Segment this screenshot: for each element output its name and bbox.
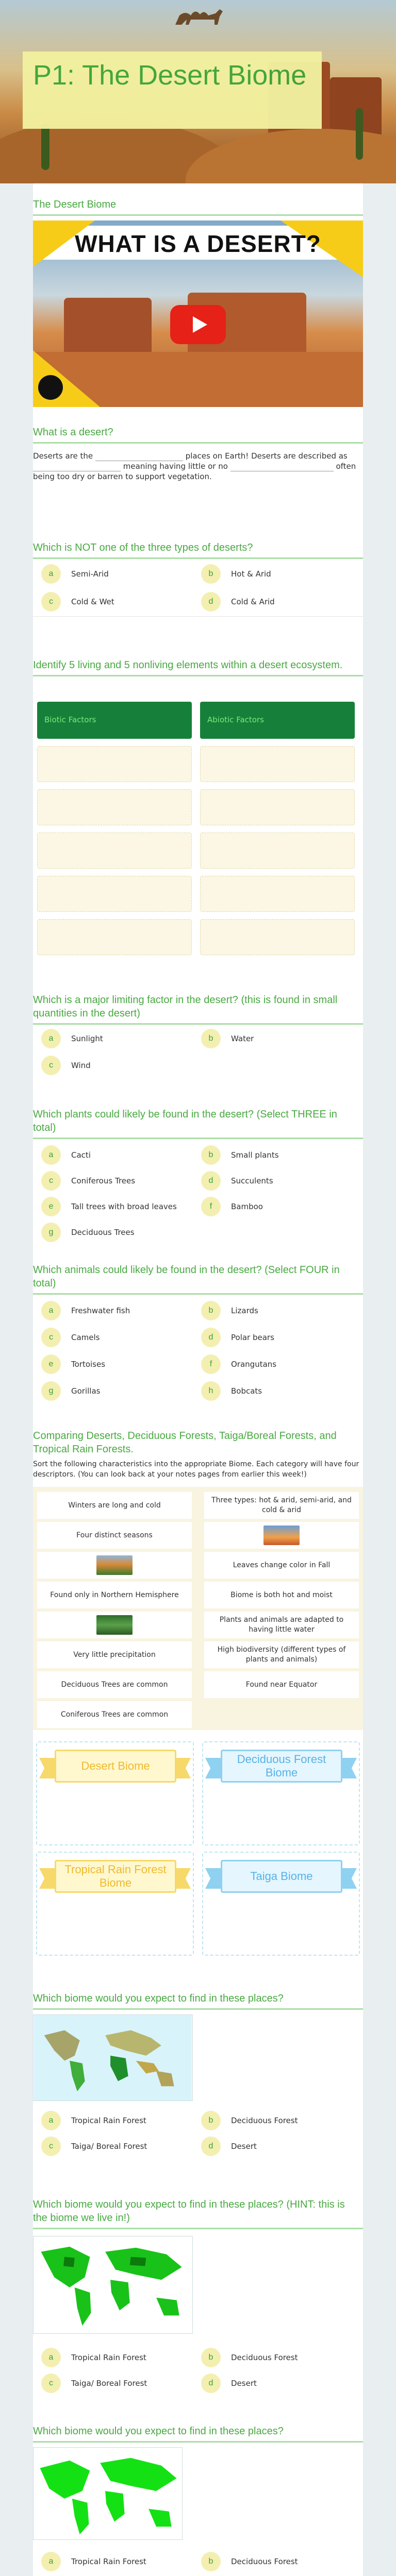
mesa-image <box>64 298 152 354</box>
option-letter: g <box>41 1381 61 1401</box>
option-label: Taiga/ Boreal Forest <box>71 2379 147 2388</box>
option-label: Small plants <box>231 1150 279 1160</box>
question-limiting-factor <box>33 993 363 1081</box>
sort-items-area <box>33 1487 363 1730</box>
answer-option[interactable] <box>201 1028 254 1049</box>
instructions: Sort the following characteristics into the appropriate Biome. Each category will have four descriptors. (You can look back at your notes pages from earlier this week!) <box>33 1460 359 1479</box>
ribbon-tail <box>39 1758 57 1778</box>
option-label: Water <box>231 1034 254 1043</box>
answer-option[interactable] <box>41 2136 147 2157</box>
ribbon-tail <box>205 1868 223 1889</box>
question-desert-plants <box>33 1108 363 1262</box>
option-label: Deciduous Forest <box>231 2116 298 2125</box>
blank-input[interactable] <box>230 464 334 471</box>
question-heading: Which is NOT one of the three types of deserts? <box>33 542 253 553</box>
question-desert-animals <box>33 1263 363 1418</box>
sort-item[interactable]: Biome is both hot and moist <box>204 1582 359 1608</box>
answer-option[interactable] <box>41 2373 147 2394</box>
divider <box>33 557 363 559</box>
option-label: Freshwater fish <box>71 1306 130 1315</box>
question-map-2 <box>33 2198 363 2425</box>
divider <box>33 1138 363 1139</box>
bin-desert[interactable] <box>36 1741 194 1845</box>
title-box <box>23 52 322 129</box>
table-cell-input[interactable] <box>37 833 192 869</box>
channel-logo-icon <box>38 375 63 400</box>
play-button-icon[interactable] <box>170 305 226 344</box>
text-fragment: places on Earth! Deserts are described as <box>185 451 348 461</box>
table-cell-input[interactable] <box>200 876 355 912</box>
answer-option[interactable] <box>201 2136 257 2157</box>
divider <box>33 214 363 216</box>
option-letter: b <box>201 1145 221 1165</box>
text-fragment: meaning having little or no <box>123 462 228 471</box>
option-letter: b <box>201 1029 221 1048</box>
answer-option[interactable] <box>41 1055 91 1076</box>
option-letter: d <box>201 2374 221 2393</box>
answer-option[interactable] <box>41 591 114 612</box>
option-letter: a <box>41 2348 61 2367</box>
question-heading: Which animals could likely be found in the desert? (Select FOUR in total) <box>33 1264 340 1289</box>
question-map-1 <box>33 1992 363 2203</box>
table-cell-input[interactable] <box>200 833 355 869</box>
option-label: Cold & Arid <box>231 597 275 606</box>
option-label: Deciduous Forest <box>231 2353 298 2362</box>
answer-option[interactable] <box>201 1354 276 1375</box>
option-letter: a <box>41 2552 61 2571</box>
sort-item[interactable]: Plants and animals are adapted to having little water <box>204 1612 359 1638</box>
forest-photo-icon <box>96 1555 133 1575</box>
table-cell-input[interactable] <box>37 746 192 782</box>
option-label: Sunlight <box>71 1034 103 1043</box>
divider <box>33 675 363 676</box>
table-cell-input[interactable] <box>200 789 355 825</box>
table-header-biotic <box>37 702 192 739</box>
question-desert-types <box>33 541 363 629</box>
table-cell-input[interactable] <box>37 789 192 825</box>
option-letter: e <box>41 1354 61 1374</box>
answer-option[interactable] <box>201 1381 262 1401</box>
option-label: Taiga/ Boreal Forest <box>71 2142 147 2151</box>
hero-banner <box>0 0 396 183</box>
option-letter: d <box>201 1328 221 1347</box>
divider <box>33 2441 363 2443</box>
biome-map-image <box>33 2236 193 2334</box>
answer-option[interactable] <box>201 1327 274 1348</box>
option-label: Tropical Rain Forest <box>71 2116 146 2125</box>
divider <box>33 2008 363 2010</box>
option-letter: b <box>201 564 221 584</box>
option-letter: b <box>201 2552 221 2571</box>
answer-option[interactable] <box>41 1145 91 1165</box>
option-letter: a <box>41 2111 61 2130</box>
option-letter: g <box>41 1223 61 1242</box>
option-letter: c <box>41 2374 61 2393</box>
option-letter: c <box>41 592 61 612</box>
answer-option[interactable] <box>41 2347 146 2368</box>
answer-option[interactable] <box>41 1171 135 1191</box>
option-label: Desert <box>231 2142 257 2151</box>
option-letter: c <box>41 2137 61 2156</box>
table-cell-input[interactable] <box>200 919 355 955</box>
option-label: Camels <box>71 1333 100 1342</box>
column-label: Abiotic Factors <box>207 715 264 724</box>
answer-option[interactable] <box>41 2110 146 2131</box>
video-section <box>33 198 363 257</box>
option-label: Coniferous Trees <box>71 1176 136 1185</box>
option-letter: c <box>41 1171 61 1191</box>
factors-table <box>33 702 363 970</box>
blank-input[interactable] <box>95 454 183 461</box>
bin-label: Desert Biome <box>55 1750 176 1783</box>
answer-option[interactable] <box>41 1028 103 1049</box>
option-letter: f <box>201 1354 221 1374</box>
table-cell-input[interactable] <box>37 876 192 912</box>
answer-option[interactable] <box>201 1196 263 1217</box>
divider <box>33 616 363 617</box>
table-header-abiotic <box>200 702 355 739</box>
sort-item[interactable]: Three types: hot & arid, semi-arid, and cold & arid <box>204 1492 359 1519</box>
option-label: Bobcats <box>231 1386 262 1396</box>
option-label: Succulents <box>231 1176 273 1185</box>
option-letter: f <box>201 1197 221 1216</box>
sort-item[interactable]: Found near Equator <box>204 1671 359 1698</box>
option-letter: e <box>41 1197 61 1216</box>
answer-option[interactable] <box>41 1354 105 1375</box>
answer-option[interactable] <box>41 1222 135 1243</box>
bin-deciduous[interactable] <box>202 1741 360 1845</box>
option-label: Deciduous Trees <box>71 1228 135 1237</box>
answer-option[interactable] <box>41 1381 100 1401</box>
dune-image <box>186 129 396 183</box>
question-heading: Identify 5 living and 5 nonliving elements within a desert ecosystem. <box>33 659 343 671</box>
ribbon-tail <box>205 1758 223 1778</box>
question-heading: Which plants could likely be found in the desert? (Select THREE in total) <box>33 1109 337 1133</box>
answer-option[interactable] <box>201 1300 258 1321</box>
option-label: Lizards <box>231 1306 258 1315</box>
option-label: Cold & Wet <box>71 597 114 606</box>
question-heading: What is a desert? <box>33 427 113 438</box>
text-fragment: often being too dry or barren to support vegetation. <box>33 462 356 481</box>
cactus-image <box>356 108 363 160</box>
answer-option[interactable] <box>41 1327 100 1348</box>
option-letter: d <box>201 1171 221 1191</box>
video-player[interactable] <box>33 221 363 407</box>
answer-option[interactable] <box>41 564 109 584</box>
camel-icon <box>170 4 232 30</box>
option-label: Polar bears <box>231 1333 274 1342</box>
biome-map-image <box>33 2014 193 2101</box>
desert-photo-icon <box>263 1526 300 1545</box>
sort-item[interactable]: Winters are long and cold <box>37 1492 192 1519</box>
option-label: Semi-Arid <box>71 569 109 579</box>
ribbon-tail <box>39 1868 57 1889</box>
question-biotic-abiotic <box>33 658 363 978</box>
bin-tropical[interactable] <box>36 1852 194 1956</box>
option-label: Gorillas <box>71 1386 101 1396</box>
option-label: Wind <box>71 1061 91 1070</box>
question-heading: Which biome would you expect to find in these places? <box>33 1993 284 2004</box>
option-letter: h <box>201 1381 221 1401</box>
answer-option[interactable] <box>201 1171 273 1191</box>
fill-in-paragraph <box>33 451 363 482</box>
sort-item[interactable]: High biodiversity (different types of plants and animals) <box>204 1641 359 1668</box>
option-letter: a <box>41 1145 61 1165</box>
divider <box>33 2228 363 2229</box>
option-letter: a <box>41 564 61 584</box>
question-heading: Comparing Deserts, Deciduous Forests, Taiga/Boreal Forests, and Tropical Rain Forests. <box>33 1430 337 1455</box>
option-letter: b <box>201 1301 221 1320</box>
bin-label: Taiga Biome <box>221 1860 342 1893</box>
option-label: Cacti <box>71 1150 91 1160</box>
video-thumbnail-title: WHAT IS A DESERT? <box>75 230 321 257</box>
option-label: Tall trees with broad leaves <box>71 1202 177 1211</box>
page-title: P1: The Desert Biome <box>33 60 307 91</box>
bin-label: Tropical Rain Forest Biome <box>55 1860 176 1893</box>
option-label: Orangutans <box>231 1360 277 1369</box>
option-label: Tortoises <box>71 1360 106 1369</box>
table-cell-input[interactable] <box>200 746 355 782</box>
answer-option[interactable] <box>201 591 275 612</box>
option-label: Tropical Rain Forest <box>71 2353 146 2362</box>
sort-item[interactable]: Four distinct seasons <box>37 1522 192 1549</box>
question-heading: Which is a major limiting factor in the desert? (this is found in small quantities in the desert) <box>33 994 338 1019</box>
answer-option[interactable] <box>201 2110 298 2131</box>
sort-item-image[interactable] <box>37 1612 192 1638</box>
option-letter: d <box>201 592 221 612</box>
answer-option[interactable] <box>201 2373 257 2394</box>
divider <box>33 1293 363 1295</box>
option-letter: b <box>201 2348 221 2367</box>
answer-option[interactable] <box>201 2551 298 2572</box>
text-fragment: Deserts are the <box>33 451 93 461</box>
option-label: Deciduous Forest <box>231 2557 298 2566</box>
bin-taiga[interactable] <box>202 1852 360 1956</box>
sort-item[interactable]: Deciduous Trees are common <box>37 1671 192 1698</box>
option-letter: d <box>201 2137 221 2156</box>
question-biome-sort <box>33 1429 363 1960</box>
option-label: Bamboo <box>231 1202 263 1211</box>
option-label: Hot & Arid <box>231 569 271 579</box>
option-label: Desert <box>231 2379 257 2388</box>
sort-item-image[interactable] <box>204 1522 359 1549</box>
answer-option[interactable] <box>41 1196 177 1217</box>
answer-option[interactable] <box>201 1145 279 1165</box>
option-letter: c <box>41 1328 61 1347</box>
sort-item[interactable]: Found only in Northern Hemisphere <box>37 1582 192 1608</box>
answer-option[interactable] <box>41 1300 130 1321</box>
sort-item[interactable]: Coniferous Trees are common <box>37 1701 192 1728</box>
answer-option[interactable] <box>201 2347 298 2368</box>
question-heading: Which biome would you expect to find in these places? (HINT: this is the biome we live in!) <box>33 2199 345 2224</box>
question-map-3 <box>33 2425 363 2576</box>
question-what-is-desert <box>33 426 363 482</box>
option-label: Tropical Rain Forest <box>71 2557 146 2566</box>
table-cell-input[interactable] <box>37 919 192 955</box>
option-letter: a <box>41 1301 61 1320</box>
cactus-image <box>41 124 50 170</box>
option-letter: a <box>41 1029 61 1048</box>
divider <box>33 1023 363 1025</box>
video-heading: The Desert Biome <box>33 199 117 210</box>
question-heading: Which biome would you expect to find in these places? <box>33 2426 284 2437</box>
column-label: Biotic Factors <box>44 715 96 724</box>
blank-input[interactable] <box>33 464 121 471</box>
bin-label: Deciduous Forest Biome <box>221 1750 342 1783</box>
rainforest-photo-icon <box>96 1615 133 1635</box>
answer-option[interactable] <box>201 564 271 584</box>
worksheet-card <box>33 183 363 2576</box>
biome-map-image <box>33 2447 183 2540</box>
sort-item[interactable]: Leaves change color in Fall <box>204 1552 359 1579</box>
sort-item-image[interactable] <box>37 1552 192 1579</box>
divider <box>33 442 363 444</box>
option-letter: c <box>41 1056 61 1075</box>
sort-item[interactable]: Very little precipitation <box>37 1641 192 1668</box>
answer-option[interactable] <box>41 2551 146 2572</box>
option-letter: b <box>201 2111 221 2130</box>
